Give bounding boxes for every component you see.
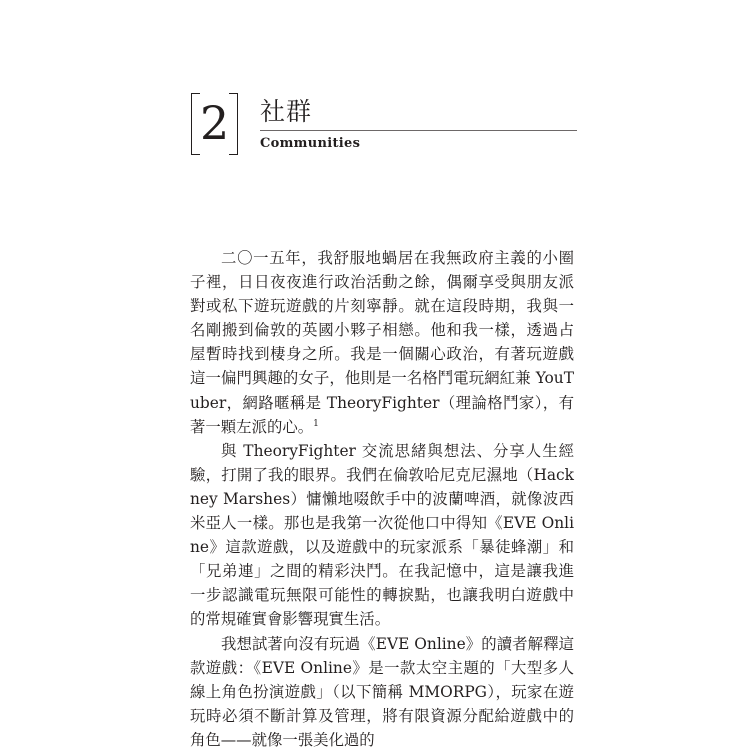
- paragraph-3: 我想試著向沒有玩過《EVE Online》的讀者解釋這款遊戲：《EVE Online》是一款太空主題的「大型多人線上角色扮演遊戲」（以下簡稱 MMORPG），玩家在遊玩時必須不斷計算及管理，將有限資源分配給遊戲中的角色——就像一張美化過的: [190, 634, 574, 749]
- title-divider: [260, 130, 577, 131]
- paragraph-2: 與 TheoryFighter 交流思緒與想法、分享人生經驗，打開了我的眼界。我們在倫敦哈尼克尼濕地（Hackney Marshes）慵懶地啜飲手中的波蘭啤酒，就像波西米亞人一樣。那也是我第一次從他口中得知《EVE Online》這款遊戲，以及遊戲中的玩家派系「暴徒蜂潮」和「兄弟連」之間的精彩決鬥。在我記憶中，這是讓我進一步認識電玩無限可能性的轉捩點，也讓我明白遊戲中的常規確實會影響現實生活。: [190, 441, 574, 629]
- body-text: [190, 246, 574, 752]
- right-bracket: [229, 93, 238, 155]
- chapter-number: 2: [200, 96, 230, 150]
- chapter-title-english: Communities: [260, 136, 361, 151]
- chapter-heading: [191, 93, 577, 163]
- left-bracket: [191, 93, 200, 155]
- paragraph-1: [190, 246, 574, 439]
- paragraph-1-text: 二〇一五年，我舒服地蝸居在我無政府主義的小圈子裡，日日夜夜進行政治活動之餘，偶爾享受與朋友派對或私下遊玩遊戲的片刻寧靜。就在這段時期，我與一名剛搬到倫敦的英國小夥子相戀。他和我一樣，透過占屋暫時找到棲身之所。我是一個關心政治，有著玩遊戲這一偏門興趣的女子，他則是一名格鬥電玩網紅兼 YouTuber，網路暱稱是 TheoryFighter（理論格鬥家），有著一顆左派的心。: [190, 249, 574, 436]
- chapter-title-chinese: 社群: [260, 97, 313, 126]
- footnote-marker[interactable]: 1: [313, 418, 319, 429]
